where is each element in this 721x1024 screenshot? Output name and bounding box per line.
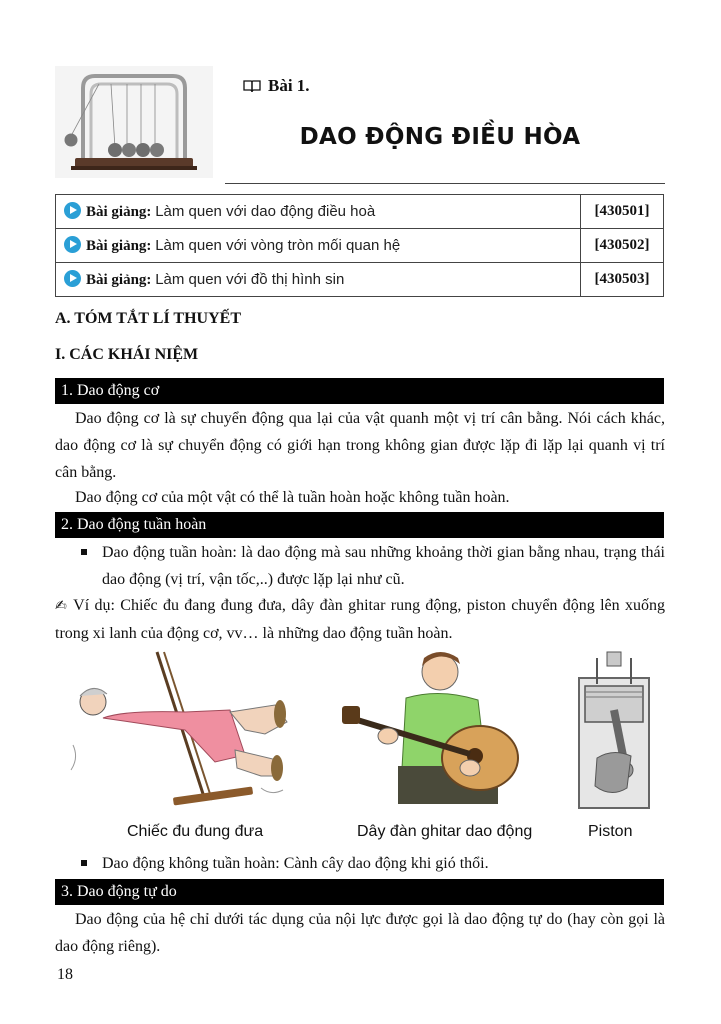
page-number: 18 (57, 966, 73, 983)
example-paragraph (55, 592, 665, 647)
newtons-cradle-image (55, 66, 213, 178)
subsection-2-bar: 2. Dao động tuần hoàn (55, 512, 664, 538)
lecture-label: Bài giảng: (86, 204, 152, 220)
example-text: Ví dụ: Chiếc đu đang đung đưa, dây đàn ghitar rung động, piston chuyển động lên xuống trong xi lanh của động cơ, vv… là những dao động tuần hoàn. (55, 597, 665, 642)
bullet-periodic (75, 539, 665, 593)
bullet-text: Dao động tuần hoàn: là dao động mà sau những khoảng thời gian bằng nhau, trạng thái dao động (vị trí, vận tốc,..) được lặp lại như cũ. (102, 544, 665, 588)
paragraph-tuan-hoan-intro: Dao động cơ của một vật có thể là tuần hoàn hoặc không tuần hoàn. (75, 489, 510, 506)
bullet-square-icon (81, 860, 87, 866)
subsection-1-bar: 1. Dao động cơ (55, 378, 664, 404)
lecture-title[interactable]: Làm quen với vòng tròn mối quan hệ (155, 237, 401, 254)
swing-caption: Chiếc đu đung đưa (127, 823, 264, 840)
lecture-code: [430503] (581, 263, 664, 297)
section-a-heading: A. TÓM TẮT LÍ THUYẾT (55, 310, 241, 327)
lesson-number: Bài 1. (268, 76, 310, 95)
book-icon (242, 78, 262, 94)
paragraph-tu-do: Dao động của hệ chỉ dưới tác dụng của nội lực được gọi là dao động tự do (hay còn gọi là dao động riêng). (55, 911, 665, 955)
lecture-table (55, 194, 664, 297)
guitar-caption: Dây đàn ghitar dao động (357, 823, 533, 840)
lecture-title[interactable]: Làm quen với đồ thị hình sin (155, 271, 345, 288)
pencil-icon: ✍ (55, 598, 69, 614)
title-divider (225, 183, 665, 184)
lecture-row[interactable] (56, 263, 664, 297)
bullet-square-icon (81, 549, 87, 555)
piston-caption: Piston (588, 823, 633, 840)
bullet-non-periodic (75, 850, 665, 877)
lecture-label: Bài giảng: (86, 272, 152, 288)
paragraph-dao-dong-co: Dao động cơ là sự chuyển động qua lại của vật quanh một vị trí cân bằng. Nói cách khác, dao động cơ là sự chuyển động có giới hạn trong không gian được lặp đi lặp lại quanh vị trí cân bằng. (55, 410, 665, 481)
bullet-text: Dao động không tuần hoàn: Cành cây dao động khi gió thổi. (102, 855, 489, 872)
piston-image (567, 648, 662, 813)
lesson-label (242, 76, 310, 96)
lecture-row[interactable] (56, 229, 664, 263)
lecture-code: [430501] (581, 195, 664, 229)
lesson-title: DAO ĐỘNG ĐIỀU HÒA (299, 124, 581, 150)
lecture-label: Bài giảng: (86, 238, 152, 254)
subsection-3-bar: 3. Dao động tự do (55, 879, 664, 905)
swing-image (65, 650, 300, 815)
guitar-image (340, 648, 525, 813)
lecture-code: [430502] (581, 229, 664, 263)
play-icon[interactable] (64, 202, 81, 219)
lecture-row[interactable] (56, 195, 664, 229)
play-icon[interactable] (64, 236, 81, 253)
lecture-title[interactable]: Làm quen với dao động điều hoà (155, 203, 376, 220)
section-i-heading: I. CÁC KHÁI NIỆM (55, 346, 199, 363)
play-icon[interactable] (64, 270, 81, 287)
